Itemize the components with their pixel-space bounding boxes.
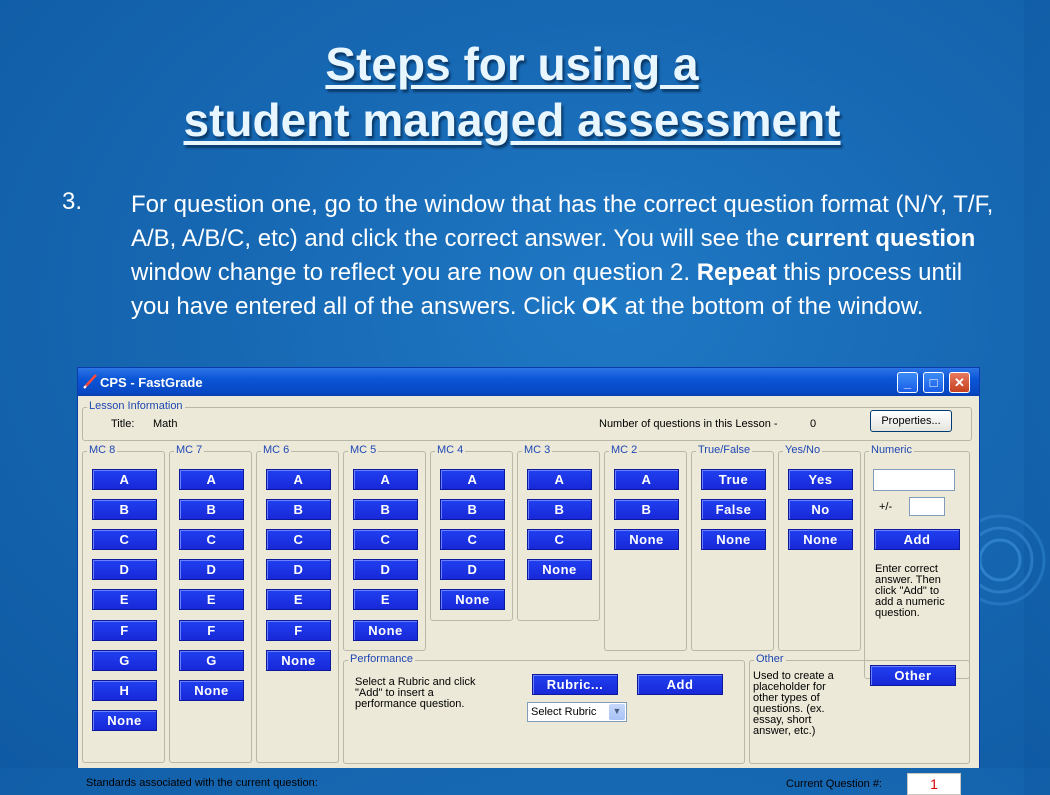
window-titlebar[interactable] <box>78 368 979 396</box>
rubric-button[interactable]: Rubric... <box>532 674 618 695</box>
answer-button-b[interactable]: B <box>440 499 505 520</box>
answer-group-legend: True/False <box>698 444 751 456</box>
answer-button-f[interactable]: F <box>92 620 157 641</box>
answer-group-legend: MC 8 <box>89 444 116 456</box>
answer-button-c[interactable]: C <box>179 529 244 550</box>
answer-button-a[interactable]: A <box>353 469 418 490</box>
answer-button-b[interactable]: B <box>266 499 331 520</box>
step-text-run: window change to reflect you are now on question 2. <box>131 259 697 286</box>
answer-button-none[interactable]: None <box>527 559 592 580</box>
step-text-run: this process until you have entered all of the answers. Click <box>131 259 963 320</box>
step-number: 3. <box>62 188 83 215</box>
rubric-select-value: Select Rubric <box>531 706 597 718</box>
answer-button-none[interactable]: None <box>788 529 853 550</box>
lesson-title-label: Title: <box>111 418 135 430</box>
answer-button-a[interactable]: A <box>614 469 679 490</box>
answer-button-h[interactable]: H <box>92 680 157 701</box>
answer-button-c[interactable]: C <box>266 529 331 550</box>
other-group <box>749 653 970 764</box>
answer-button-none[interactable]: None <box>614 529 679 550</box>
current-question-number: 1 <box>907 773 961 795</box>
answer-button-b[interactable]: B <box>527 499 592 520</box>
answer-button-none[interactable]: None <box>92 710 157 731</box>
slide-title <box>0 36 1024 148</box>
maximize-button[interactable]: □ <box>923 372 944 393</box>
answer-button-a[interactable]: A <box>527 469 592 490</box>
num-questions-label: Number of questions in this Lesson - <box>599 418 778 430</box>
answer-group-mc-4 <box>430 444 513 621</box>
answer-button-d[interactable]: D <box>179 559 244 580</box>
performance-description: Select a Rubric and click "Add" to insert a performance question. <box>355 676 476 710</box>
numeric-answer-input[interactable] <box>873 469 955 491</box>
step-text-emphasis: current question <box>785 225 976 252</box>
answer-group-legend: MC 3 <box>524 444 551 456</box>
answer-button-d[interactable]: D <box>92 559 157 580</box>
numeric-description: Enter correct answer. Then click "Add" to add a numeric question. <box>875 563 945 619</box>
answer-button-none[interactable]: None <box>440 589 505 610</box>
window-client-area <box>78 396 979 792</box>
close-button[interactable]: ✕ <box>949 372 970 393</box>
answer-group-legend: MC 6 <box>263 444 290 456</box>
rubric-select[interactable] <box>527 702 627 722</box>
answer-button-d[interactable]: D <box>266 559 331 580</box>
lesson-information-legend: Lesson Information <box>89 400 183 412</box>
step-text-run: For question one, go to the window that has the correct question format (N/Y, T/F, A/B, A/B/C, etc) and click the correct answer. You will see the <box>131 191 994 252</box>
pencil-icon <box>82 372 98 390</box>
answer-button-no[interactable]: No <box>788 499 853 520</box>
answer-button-none[interactable]: None <box>266 650 331 671</box>
numeric-group <box>864 444 970 679</box>
properties-button[interactable]: Properties... <box>870 410 952 432</box>
fastgrade-window <box>77 367 980 792</box>
standards-label: Standards associated with the current question: <box>86 777 318 789</box>
answer-group-mc-2 <box>604 444 687 651</box>
numeric-add-button[interactable]: Add <box>874 529 960 550</box>
answer-button-a[interactable]: A <box>92 469 157 490</box>
answer-button-c[interactable]: C <box>353 529 418 550</box>
answer-group-mc-5 <box>343 444 426 651</box>
answer-group-legend: MC 5 <box>350 444 377 456</box>
answer-button-a[interactable]: A <box>440 469 505 490</box>
answer-button-e[interactable]: E <box>179 589 244 610</box>
answer-group-mc-6 <box>256 444 339 763</box>
answer-button-b[interactable]: B <box>92 499 157 520</box>
numeric-legend: Numeric <box>871 444 912 456</box>
answer-button-e[interactable]: E <box>266 589 331 610</box>
answer-group-true-false <box>691 444 774 651</box>
answer-button-yes[interactable]: Yes <box>788 469 853 490</box>
current-question-label: Current Question #: <box>786 778 882 790</box>
answer-button-none[interactable]: None <box>353 620 418 641</box>
answer-group-legend: Yes/No <box>785 444 821 456</box>
other-legend: Other <box>756 653 784 665</box>
answer-button-none[interactable]: None <box>701 529 766 550</box>
answer-group-mc-7 <box>169 444 252 763</box>
chevron-down-icon[interactable]: ▼ <box>609 704 625 720</box>
num-questions-value: 0 <box>810 418 817 430</box>
answer-button-c[interactable]: C <box>527 529 592 550</box>
answer-button-f[interactable]: F <box>179 620 244 641</box>
tolerance-label: +/- <box>879 501 893 513</box>
answer-button-b[interactable]: B <box>614 499 679 520</box>
answer-button-b[interactable]: B <box>179 499 244 520</box>
minimize-button[interactable]: _ <box>897 372 918 393</box>
answer-button-b[interactable]: B <box>353 499 418 520</box>
performance-add-button[interactable]: Add <box>637 674 723 695</box>
answer-button-d[interactable]: D <box>440 559 505 580</box>
answer-button-true[interactable]: True <box>701 469 766 490</box>
answer-group-yes-no <box>778 444 861 651</box>
answer-button-g[interactable]: G <box>179 650 244 671</box>
answer-button-c[interactable]: C <box>92 529 157 550</box>
window-title: CPS - FastGrade <box>100 375 203 390</box>
answer-button-f[interactable]: F <box>266 620 331 641</box>
step-text-emphasis: Repeat <box>696 259 777 286</box>
tolerance-input[interactable] <box>909 497 945 516</box>
answer-button-a[interactable]: A <box>179 469 244 490</box>
answer-group-legend: MC 4 <box>437 444 464 456</box>
step-text-emphasis: OK <box>581 293 618 320</box>
answer-group-legend: MC 7 <box>176 444 203 456</box>
answer-button-g[interactable]: G <box>92 650 157 671</box>
other-description: Used to create a placeholder for other types of questions. (ex. essay, short answer, etc.) <box>753 670 834 737</box>
performance-group <box>343 653 745 764</box>
answer-button-none[interactable]: None <box>179 680 244 701</box>
answer-group-mc-8 <box>82 444 165 763</box>
step-text-run: at the bottom of the window. <box>617 293 924 320</box>
performance-legend: Performance <box>350 653 413 665</box>
step-text <box>131 188 1001 324</box>
title-line-1: Steps for using a <box>325 38 699 90</box>
answer-button-e[interactable]: E <box>92 589 157 610</box>
other-button[interactable]: Other <box>870 665 956 686</box>
answer-group-legend: MC 2 <box>611 444 638 456</box>
answer-button-a[interactable]: A <box>266 469 331 490</box>
answer-button-e[interactable]: E <box>353 589 418 610</box>
answer-group-mc-3 <box>517 444 600 621</box>
title-line-2: student managed assessment <box>183 94 841 146</box>
lesson-information-group <box>82 400 972 441</box>
answer-button-c[interactable]: C <box>440 529 505 550</box>
lesson-title-value: Math <box>153 418 178 430</box>
answer-button-d[interactable]: D <box>353 559 418 580</box>
answer-button-false[interactable]: False <box>701 499 766 520</box>
